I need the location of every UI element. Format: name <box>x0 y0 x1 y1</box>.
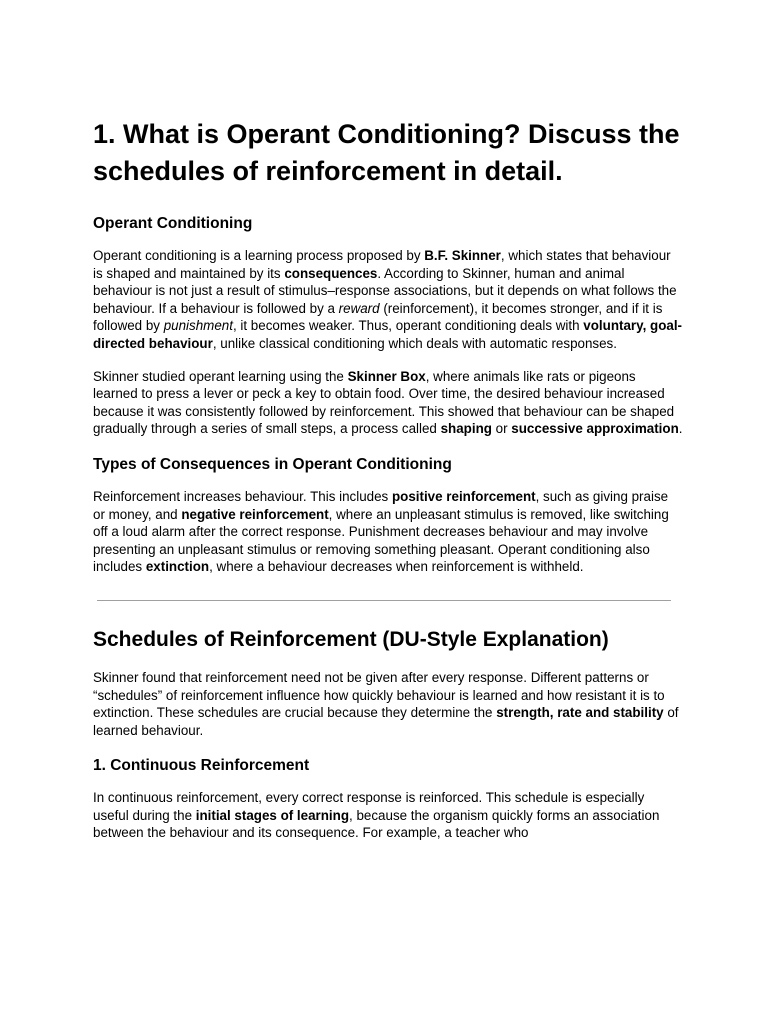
text-run: , it becomes weaker. Thus, operant conditioning deals with <box>232 318 584 334</box>
text-run: of learned behaviour. <box>93 705 679 738</box>
text-run: , unlike classical conditioning which deals with automatic responses. <box>212 335 617 351</box>
italic-text: reward <box>338 300 380 316</box>
heading-schedules-of-reinforcement: Schedules of Reinforcement (DU-Style Explanation) <box>93 627 609 651</box>
bold-text: Skinner Box <box>347 368 426 384</box>
paragraph-continuous-1 <box>93 789 683 842</box>
bold-text: B.F. Skinner <box>424 248 501 263</box>
text-run: . <box>678 421 683 437</box>
text-run: In continuous reinforcement, every correct response is reinforced. This schedule is especially useful during the <box>93 790 645 823</box>
text-run: . According to Skinner, human and animal behaviour is not just a result of stimulus–response associations, but it depends on what follows the behaviour. If a behaviour is followed by a <box>93 265 677 316</box>
text-run: , because the organism quickly forms an association between the behaviour and its consequence. For example, a teacher who <box>93 807 660 841</box>
bold-text: successive approximation <box>511 421 679 437</box>
bold-text: voluntary, goal-directed behaviour <box>93 318 682 351</box>
paragraph-schedules-1 <box>93 669 683 739</box>
text-run: , where animals like rats or pigeons learned to press a lever or peck a key to obtain food. Over time, the desired behaviour increased because it was consistently followed by reinforcement. This showed that behaviour can be shaped gradually through a series of small steps, a process called <box>93 368 675 437</box>
bold-text: negative reinforcement <box>181 506 329 522</box>
heading-types-of-consequences: Types of Consequences in Operant Conditioning <box>93 455 452 473</box>
text-run: , where an unpleasant stimulus is removed, like switching off a loud alarm after the correct response. Punishment decreases behaviour and may involve presenting an unpleasant stimulus or removing something pleasant. Operant conditioning also includes <box>93 506 669 575</box>
text-run: Reinforcement increases behaviour. This includes <box>93 488 392 504</box>
bold-text: consequences <box>284 265 378 281</box>
paragraph-operant-2 <box>93 368 683 438</box>
text-run: , where a behaviour decreases when reinforcement is withheld. <box>209 559 584 575</box>
section-divider <box>97 600 671 601</box>
text-run: Skinner studied operant learning using the <box>93 368 348 384</box>
paragraph-operant-1 <box>93 247 683 353</box>
text-run: (reinforcement), it becomes stronger, and if it is followed by <box>93 300 663 334</box>
heading-operant-conditioning: Operant Conditioning <box>93 215 253 232</box>
text-run: Operant conditioning is a learning process proposed by <box>93 248 425 263</box>
text-run: , such as giving praise or money, and <box>93 488 669 522</box>
text-run: or <box>491 421 512 437</box>
bold-text: strength, rate and stability <box>496 705 664 721</box>
bold-text: shaping <box>440 421 492 437</box>
page-title: 1. What is Operant Conditioning? Discuss the schedules of reinforcement in detail. <box>93 119 680 186</box>
paragraph-types-1 <box>93 488 683 576</box>
bold-text: initial stages of learning <box>195 807 350 823</box>
bold-text: extinction <box>145 559 210 575</box>
text-run: , which states that behaviour is shaped and maintained by its <box>93 248 671 281</box>
italic-text: punishment <box>163 318 233 334</box>
document-body <box>93 116 683 842</box>
bold-text: positive reinforcement <box>391 488 536 504</box>
heading-continuous-reinforcement: 1. Continuous Reinforcement <box>93 757 310 775</box>
text-run: Skinner found that reinforcement need not be given after every response. Different patterns or “schedules” of reinforcement influence how quickly behaviour is learned and how resistant it is to extinction. These schedules are crucial because they determine the <box>93 669 665 721</box>
